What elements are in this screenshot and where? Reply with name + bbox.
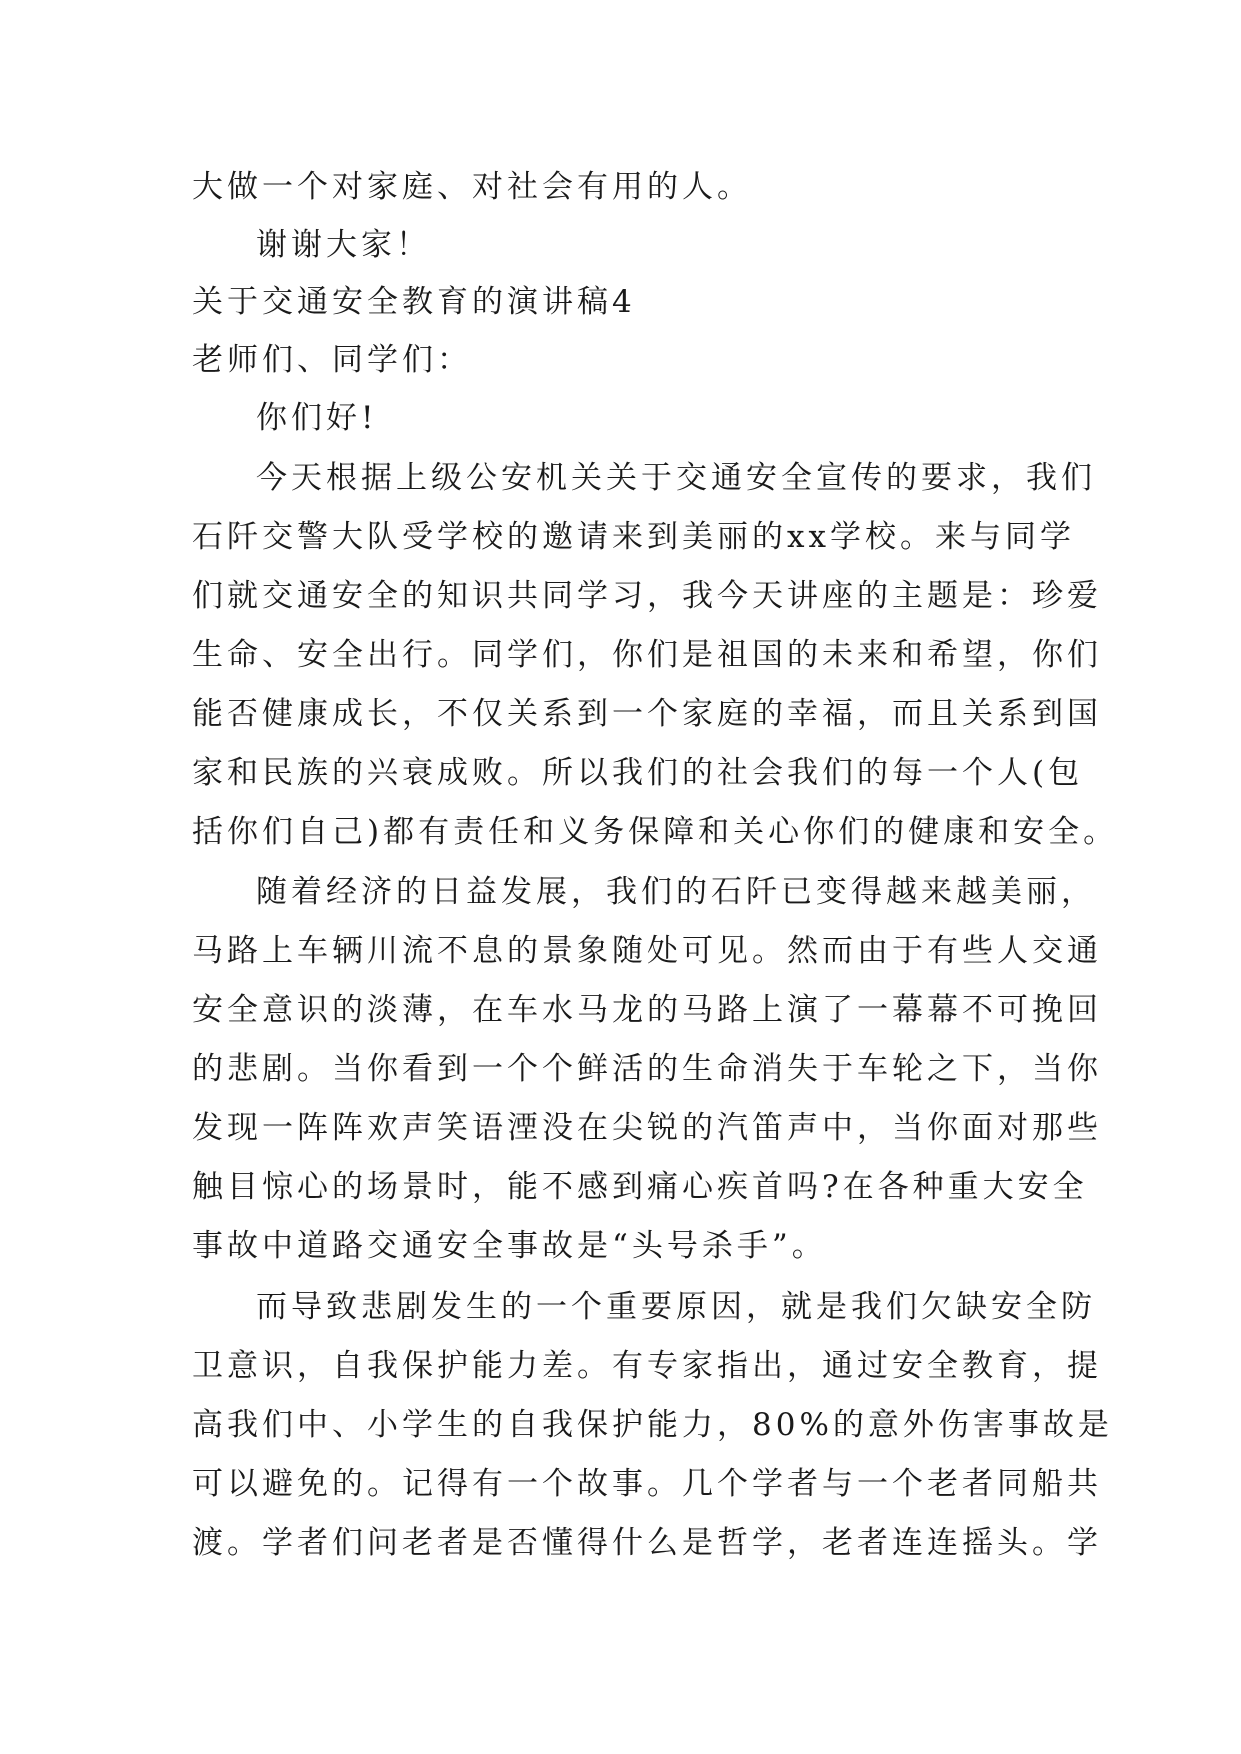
text-line: 高我们中、小学生的自我保护能力，80%的意外伤害事故是 [192, 1407, 1113, 1443]
text-line: 的悲剧。当你看到一个个鲜活的生命消失于车轮之下，当你 [192, 1051, 1102, 1087]
text-line: 随着经济的日益发展，我们的石阡已变得越来越美丽， [256, 874, 1096, 910]
text-line: 生命、安全出行。同学们，你们是祖国的未来和希望，你们 [192, 637, 1102, 673]
text-line: 大做一个对家庭、对社会有用的人。 [192, 169, 752, 205]
text-line: 安全意识的淡薄，在车水马龙的马路上演了一幕幕不可挽回 [192, 992, 1102, 1028]
text-line: 而导致悲剧发生的一个重要原因，就是我们欠缺安全防 [256, 1289, 1096, 1325]
text-line: 们就交通安全的知识共同学习，我今天讲座的主题是：珍爱 [192, 578, 1102, 614]
text-line: 渡。学者们问老者是否懂得什么是哲学，老者连连摇头。学 [192, 1525, 1102, 1561]
text-line: 谢谢大家！ [256, 227, 431, 263]
text-line: 触目惊心的场景时，能不感到痛心疾首吗?在各种重大安全 [192, 1169, 1088, 1205]
text-line: 可以避免的。记得有一个故事。几个学者与一个老者同船共 [192, 1466, 1102, 1502]
salutation: 老师们、同学们： [192, 342, 472, 378]
text-line: 今天根据上级公安机关关于交通安全宣传的要求，我们 [256, 460, 1096, 496]
text-line: 括你们自己)都有责任和义务保障和关心你们的健康和安全。 [192, 814, 1119, 850]
text-line: 卫意识，自我保护能力差。有专家指出，通过安全教育，提 [192, 1348, 1102, 1384]
text-line: 发现一阵阵欢声笑语湮没在尖锐的汽笛声中，当你面对那些 [192, 1110, 1102, 1146]
text-line: 能否健康成长，不仅关系到一个家庭的幸福，而且关系到国 [192, 696, 1102, 732]
greeting: 你们好! [256, 400, 378, 436]
text-line: 事故中道路交通安全事故是“头号杀手”。 [192, 1228, 827, 1264]
text-line: 家和民族的兴衰成败。所以我们的社会我们的每一个人(包 [192, 755, 1084, 791]
text-line: 马路上车辆川流不息的景象随处可见。然而由于有些人交通 [192, 933, 1102, 969]
section-heading: 关于交通安全教育的演讲稿4 [192, 284, 636, 320]
text-line: 石阡交警大队受学校的邀请来到美丽的xx学校。来与同学 [192, 519, 1075, 555]
